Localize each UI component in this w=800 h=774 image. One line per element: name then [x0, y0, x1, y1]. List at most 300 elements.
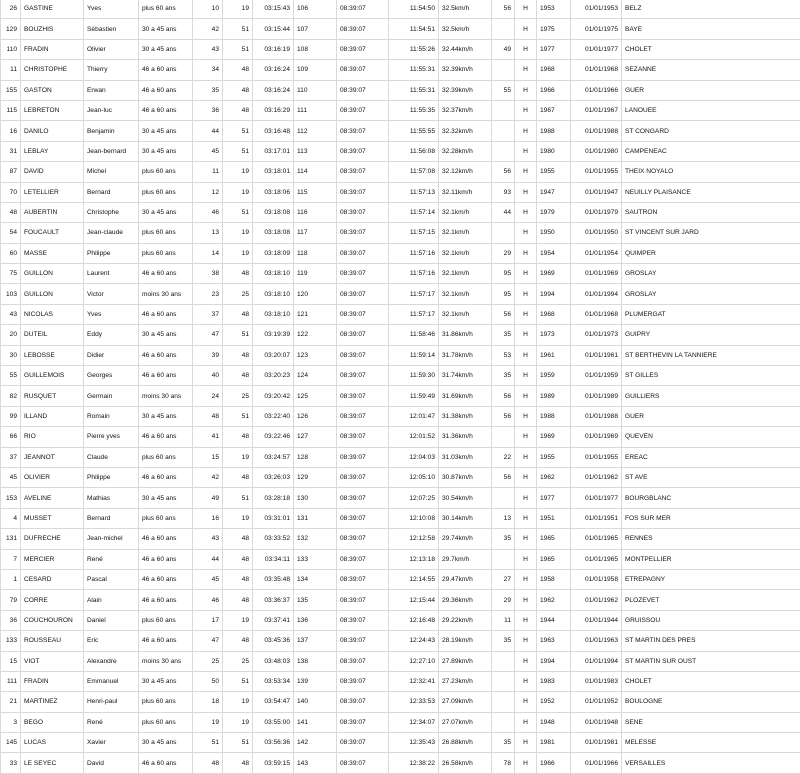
cell-c3[interactable]: 46 a 60 ans — [139, 753, 193, 773]
cell-c15[interactable]: GUER — [622, 406, 800, 426]
cell-c13[interactable]: 1981 — [537, 733, 571, 753]
cell-c14[interactable]: 01/01/1952 — [571, 692, 622, 712]
cell-c1[interactable]: NICOLAS — [21, 304, 84, 324]
cell-c2[interactable]: Henri-paul — [84, 692, 139, 712]
cell-c2[interactable]: Jean-luc — [84, 100, 139, 120]
cell-c9[interactable]: 12:07:25 — [389, 488, 439, 508]
cell-c4[interactable]: 48 — [193, 406, 223, 426]
cell-c6[interactable]: 03:16:24 — [253, 60, 294, 80]
cell-c0[interactable]: 133 — [1, 631, 21, 651]
cell-c3[interactable]: 30 a 45 ans — [139, 325, 193, 345]
cell-c3[interactable]: moins 30 ans — [139, 284, 193, 304]
cell-c13[interactable]: 1967 — [537, 100, 571, 120]
cell-c10[interactable]: 31.74km/h — [439, 366, 492, 386]
cell-c1[interactable]: MUSSET — [21, 508, 84, 528]
cell-c0[interactable]: 48 — [1, 202, 21, 222]
cell-c1[interactable]: DUTEIL — [21, 325, 84, 345]
cell-c8[interactable]: 08:39:07 — [337, 243, 389, 263]
cell-c12[interactable]: H — [515, 264, 537, 284]
cell-c14[interactable]: 01/01/1959 — [571, 366, 622, 386]
cell-c13[interactable]: 1968 — [537, 60, 571, 80]
cell-c11[interactable] — [492, 223, 515, 243]
cell-c13[interactable]: 1950 — [537, 223, 571, 243]
cell-c2[interactable]: Bernard — [84, 508, 139, 528]
cell-c15[interactable]: SAUTRON — [622, 202, 800, 222]
cell-c2[interactable]: Jean-michel — [84, 529, 139, 549]
cell-c10[interactable]: 32.5km/h — [439, 0, 492, 19]
cell-c12[interactable]: H — [515, 223, 537, 243]
cell-c13[interactable]: 1955 — [537, 162, 571, 182]
cell-c9[interactable]: 11:59:14 — [389, 345, 439, 365]
cell-c8[interactable]: 08:39:07 — [337, 19, 389, 39]
cell-c12[interactable]: H — [515, 284, 537, 304]
cell-c8[interactable]: 08:39:07 — [337, 80, 389, 100]
cell-c8[interactable]: 08:39:07 — [337, 366, 389, 386]
cell-c0[interactable]: 99 — [1, 406, 21, 426]
cell-c3[interactable]: plus 60 ans — [139, 610, 193, 630]
cell-c15[interactable]: ST MARTIN DES PRES — [622, 631, 800, 651]
cell-c9[interactable]: 11:57:15 — [389, 223, 439, 243]
cell-c7[interactable]: 140 — [294, 692, 337, 712]
cell-c7[interactable]: 134 — [294, 569, 337, 589]
cell-c11[interactable] — [492, 651, 515, 671]
cell-c9[interactable]: 12:01:47 — [389, 406, 439, 426]
cell-c6[interactable]: 03:35:48 — [253, 569, 294, 589]
cell-c5[interactable]: 19 — [223, 610, 253, 630]
cell-c10[interactable]: 32.11km/h — [439, 182, 492, 202]
cell-c2[interactable]: Thierry — [84, 60, 139, 80]
cell-c8[interactable]: 08:39:07 — [337, 386, 389, 406]
cell-c8[interactable]: 08:39:07 — [337, 631, 389, 651]
cell-c1[interactable]: ROUSSEAU — [21, 631, 84, 651]
cell-c0[interactable]: 131 — [1, 529, 21, 549]
cell-c1[interactable]: FOUCAULT — [21, 223, 84, 243]
cell-c10[interactable]: 27.23km/h — [439, 671, 492, 691]
cell-c1[interactable]: BOUZHIS — [21, 19, 84, 39]
cell-c9[interactable]: 12:12:58 — [389, 529, 439, 549]
cell-c5[interactable]: 48 — [223, 467, 253, 487]
cell-c14[interactable]: 01/01/1950 — [571, 223, 622, 243]
cell-c5[interactable]: 19 — [223, 692, 253, 712]
cell-c6[interactable]: 03:20:23 — [253, 366, 294, 386]
cell-c0[interactable]: 129 — [1, 19, 21, 39]
cell-c6[interactable]: 03:59:15 — [253, 753, 294, 773]
cell-c5[interactable]: 19 — [223, 0, 253, 19]
cell-c10[interactable]: 32.32km/h — [439, 121, 492, 141]
cell-c12[interactable]: H — [515, 488, 537, 508]
cell-c2[interactable]: René — [84, 712, 139, 732]
cell-c9[interactable]: 11:59:30 — [389, 366, 439, 386]
cell-c2[interactable]: Daniel — [84, 610, 139, 630]
cell-c3[interactable]: plus 60 ans — [139, 447, 193, 467]
cell-c0[interactable]: 82 — [1, 386, 21, 406]
cell-c10[interactable]: 29.22km/h — [439, 610, 492, 630]
cell-c6[interactable]: 03:22:46 — [253, 427, 294, 447]
cell-c6[interactable]: 03:45:36 — [253, 631, 294, 651]
cell-c5[interactable]: 19 — [223, 162, 253, 182]
cell-c9[interactable]: 12:38:22 — [389, 753, 439, 773]
cell-c8[interactable]: 08:39:07 — [337, 569, 389, 589]
cell-c7[interactable]: 113 — [294, 141, 337, 161]
cell-c2[interactable]: Pierre yves — [84, 427, 139, 447]
cell-c13[interactable]: 1947 — [537, 182, 571, 202]
cell-c5[interactable]: 51 — [223, 39, 253, 59]
cell-c2[interactable]: Bernard — [84, 182, 139, 202]
cell-c3[interactable]: 30 a 45 ans — [139, 488, 193, 508]
cell-c11[interactable]: 22 — [492, 447, 515, 467]
cell-c9[interactable]: 11:55:26 — [389, 39, 439, 59]
cell-c9[interactable]: 12:04:03 — [389, 447, 439, 467]
cell-c3[interactable]: plus 60 ans — [139, 692, 193, 712]
cell-c7[interactable]: 115 — [294, 182, 337, 202]
cell-c6[interactable]: 03:19:39 — [253, 325, 294, 345]
cell-c2[interactable]: Philippe — [84, 467, 139, 487]
cell-c13[interactable]: 1969 — [537, 264, 571, 284]
cell-c2[interactable]: Germain — [84, 386, 139, 406]
cell-c3[interactable]: 46 a 60 ans — [139, 467, 193, 487]
cell-c14[interactable]: 01/01/1975 — [571, 19, 622, 39]
cell-c9[interactable]: 12:34:07 — [389, 712, 439, 732]
cell-c9[interactable]: 11:55:55 — [389, 121, 439, 141]
cell-c4[interactable]: 42 — [193, 467, 223, 487]
cell-c12[interactable]: H — [515, 39, 537, 59]
cell-c4[interactable]: 19 — [193, 712, 223, 732]
cell-c3[interactable]: plus 60 ans — [139, 243, 193, 263]
cell-c15[interactable]: QUEVEN — [622, 427, 800, 447]
cell-c9[interactable]: 11:57:13 — [389, 182, 439, 202]
cell-c15[interactable]: ST GILLES — [622, 366, 800, 386]
cell-c11[interactable]: 95 — [492, 264, 515, 284]
cell-c4[interactable]: 14 — [193, 243, 223, 263]
cell-c2[interactable]: Jean-bernard — [84, 141, 139, 161]
cell-c9[interactable]: 12:14:55 — [389, 569, 439, 589]
cell-c12[interactable]: H — [515, 753, 537, 773]
cell-c13[interactable]: 1965 — [537, 549, 571, 569]
cell-c11[interactable]: 56 — [492, 304, 515, 324]
cell-c7[interactable]: 122 — [294, 325, 337, 345]
cell-c15[interactable]: ST CONGARD — [622, 121, 800, 141]
cell-c12[interactable]: H — [515, 590, 537, 610]
cell-c7[interactable]: 108 — [294, 39, 337, 59]
cell-c10[interactable]: 32.44km/h — [439, 39, 492, 59]
cell-c13[interactable]: 1944 — [537, 610, 571, 630]
cell-c12[interactable]: H — [515, 447, 537, 467]
cell-c5[interactable]: 48 — [223, 590, 253, 610]
cell-c2[interactable]: Yves — [84, 304, 139, 324]
cell-c13[interactable]: 1968 — [537, 304, 571, 324]
cell-c14[interactable]: 01/01/1944 — [571, 610, 622, 630]
cell-c13[interactable]: 1994 — [537, 284, 571, 304]
cell-c10[interactable]: 32.1km/h — [439, 223, 492, 243]
cell-c11[interactable] — [492, 692, 515, 712]
cell-c0[interactable]: 110 — [1, 39, 21, 59]
cell-c1[interactable]: FRADIN — [21, 671, 84, 691]
cell-c12[interactable]: H — [515, 19, 537, 39]
cell-c0[interactable]: 103 — [1, 284, 21, 304]
cell-c11[interactable]: 35 — [492, 366, 515, 386]
cell-c3[interactable]: 46 a 60 ans — [139, 304, 193, 324]
cell-c10[interactable]: 32.37km/h — [439, 100, 492, 120]
cell-c7[interactable]: 114 — [294, 162, 337, 182]
cell-c11[interactable] — [492, 19, 515, 39]
cell-c10[interactable]: 32.39km/h — [439, 60, 492, 80]
cell-c9[interactable]: 12:10:08 — [389, 508, 439, 528]
cell-c6[interactable]: 03:15:44 — [253, 19, 294, 39]
cell-c13[interactable]: 1958 — [537, 569, 571, 589]
cell-c9[interactable]: 11:57:16 — [389, 243, 439, 263]
cell-c0[interactable]: 31 — [1, 141, 21, 161]
cell-c0[interactable]: 55 — [1, 366, 21, 386]
cell-c7[interactable]: 121 — [294, 304, 337, 324]
cell-c4[interactable]: 50 — [193, 671, 223, 691]
cell-c12[interactable]: H — [515, 631, 537, 651]
cell-c3[interactable]: 30 a 45 ans — [139, 406, 193, 426]
cell-c10[interactable]: 30.54km/h — [439, 488, 492, 508]
cell-c12[interactable]: H — [515, 121, 537, 141]
cell-c8[interactable]: 08:39:07 — [337, 529, 389, 549]
cell-c12[interactable]: H — [515, 202, 537, 222]
cell-c5[interactable]: 51 — [223, 202, 253, 222]
cell-c12[interactable]: H — [515, 406, 537, 426]
cell-c1[interactable]: LEBOSSE — [21, 345, 84, 365]
cell-c0[interactable]: 153 — [1, 488, 21, 508]
cell-c13[interactable]: 1955 — [537, 447, 571, 467]
cell-c4[interactable]: 13 — [193, 223, 223, 243]
cell-c14[interactable]: 01/01/1994 — [571, 651, 622, 671]
cell-c7[interactable]: 109 — [294, 60, 337, 80]
cell-c8[interactable]: 08:39:07 — [337, 264, 389, 284]
cell-c10[interactable]: 26.88km/h — [439, 733, 492, 753]
cell-c7[interactable]: 125 — [294, 386, 337, 406]
cell-c1[interactable]: JEANNOT — [21, 447, 84, 467]
cell-c12[interactable]: H — [515, 386, 537, 406]
cell-c4[interactable]: 37 — [193, 304, 223, 324]
cell-c8[interactable]: 08:39:07 — [337, 141, 389, 161]
cell-c5[interactable]: 48 — [223, 427, 253, 447]
cell-c3[interactable]: plus 60 ans — [139, 0, 193, 19]
cell-c15[interactable]: GRUISSOU — [622, 610, 800, 630]
cell-c5[interactable]: 51 — [223, 19, 253, 39]
cell-c1[interactable]: GASTINE — [21, 0, 84, 19]
cell-c11[interactable]: 55 — [492, 80, 515, 100]
cell-c3[interactable]: 46 a 60 ans — [139, 590, 193, 610]
cell-c13[interactable]: 1951 — [537, 508, 571, 528]
cell-c11[interactable]: 29 — [492, 243, 515, 263]
cell-c4[interactable]: 39 — [193, 345, 223, 365]
cell-c3[interactable]: 30 a 45 ans — [139, 202, 193, 222]
cell-c7[interactable]: 120 — [294, 284, 337, 304]
cell-c0[interactable]: 70 — [1, 182, 21, 202]
cell-c15[interactable]: BAYE — [622, 19, 800, 39]
cell-c11[interactable]: 56 — [492, 386, 515, 406]
cell-c14[interactable]: 01/01/1966 — [571, 753, 622, 773]
cell-c5[interactable]: 48 — [223, 264, 253, 284]
cell-c4[interactable]: 36 — [193, 100, 223, 120]
cell-c15[interactable]: THEIX NOYALO — [622, 162, 800, 182]
cell-c15[interactable]: GROSLAY — [622, 264, 800, 284]
cell-c12[interactable]: H — [515, 529, 537, 549]
cell-c8[interactable]: 08:39:07 — [337, 284, 389, 304]
cell-c13[interactable]: 1966 — [537, 80, 571, 100]
cell-c2[interactable]: Sébastien — [84, 19, 139, 39]
cell-c6[interactable]: 03:28:18 — [253, 488, 294, 508]
cell-c11[interactable] — [492, 712, 515, 732]
cell-c14[interactable]: 01/01/1962 — [571, 467, 622, 487]
cell-c10[interactable]: 26.58km/h — [439, 753, 492, 773]
cell-c13[interactable]: 1963 — [537, 631, 571, 651]
cell-c6[interactable]: 03:18:08 — [253, 223, 294, 243]
cell-c15[interactable]: BELZ — [622, 0, 800, 19]
cell-c0[interactable]: 43 — [1, 304, 21, 324]
cell-c2[interactable]: Benjamin — [84, 121, 139, 141]
cell-c9[interactable]: 11:57:08 — [389, 162, 439, 182]
cell-c7[interactable]: 135 — [294, 590, 337, 610]
cell-c11[interactable] — [492, 100, 515, 120]
cell-c0[interactable]: 3 — [1, 712, 21, 732]
cell-c5[interactable]: 51 — [223, 141, 253, 161]
cell-c4[interactable]: 45 — [193, 569, 223, 589]
cell-c8[interactable]: 08:39:07 — [337, 467, 389, 487]
cell-c3[interactable]: 30 a 45 ans — [139, 671, 193, 691]
cell-c14[interactable]: 01/01/1981 — [571, 733, 622, 753]
cell-c1[interactable]: DANILO — [21, 121, 84, 141]
cell-c15[interactable]: ST AVE — [622, 467, 800, 487]
cell-c0[interactable]: 37 — [1, 447, 21, 467]
cell-c13[interactable]: 1954 — [537, 243, 571, 263]
cell-c7[interactable]: 106 — [294, 0, 337, 19]
cell-c4[interactable]: 18 — [193, 692, 223, 712]
cell-c11[interactable]: 35 — [492, 325, 515, 345]
cell-c13[interactable]: 1969 — [537, 427, 571, 447]
cell-c4[interactable]: 51 — [193, 733, 223, 753]
cell-c4[interactable]: 35 — [193, 80, 223, 100]
cell-c13[interactable]: 1952 — [537, 692, 571, 712]
cell-c14[interactable]: 01/01/1980 — [571, 141, 622, 161]
cell-c6[interactable]: 03:34:11 — [253, 549, 294, 569]
cell-c11[interactable]: 56 — [492, 467, 515, 487]
cell-c7[interactable]: 128 — [294, 447, 337, 467]
cell-c14[interactable]: 01/01/1963 — [571, 631, 622, 651]
cell-c4[interactable]: 11 — [193, 162, 223, 182]
cell-c6[interactable]: 03:18:10 — [253, 264, 294, 284]
cell-c12[interactable]: H — [515, 141, 537, 161]
cell-c7[interactable]: 112 — [294, 121, 337, 141]
cell-c15[interactable]: CHOLET — [622, 39, 800, 59]
cell-c12[interactable]: H — [515, 427, 537, 447]
cell-c2[interactable]: Alexandre — [84, 651, 139, 671]
cell-c12[interactable]: H — [515, 182, 537, 202]
cell-c11[interactable]: 27 — [492, 569, 515, 589]
cell-c2[interactable]: Xavier — [84, 733, 139, 753]
cell-c4[interactable]: 42 — [193, 19, 223, 39]
cell-c9[interactable]: 12:33:53 — [389, 692, 439, 712]
cell-c10[interactable]: 29.74km/h — [439, 529, 492, 549]
cell-c4[interactable]: 44 — [193, 549, 223, 569]
cell-c2[interactable]: Christophe — [84, 202, 139, 222]
cell-c3[interactable]: 46 a 60 ans — [139, 549, 193, 569]
cell-c12[interactable]: H — [515, 100, 537, 120]
cell-c0[interactable]: 87 — [1, 162, 21, 182]
cell-c8[interactable]: 08:39:07 — [337, 671, 389, 691]
cell-c15[interactable]: GROSLAY — [622, 284, 800, 304]
cell-c11[interactable]: 35 — [492, 529, 515, 549]
cell-c5[interactable]: 51 — [223, 733, 253, 753]
cell-c1[interactable]: LETELLIER — [21, 182, 84, 202]
cell-c4[interactable]: 44 — [193, 121, 223, 141]
cell-c12[interactable]: H — [515, 345, 537, 365]
cell-c6[interactable]: 03:18:10 — [253, 284, 294, 304]
cell-c3[interactable]: plus 60 ans — [139, 162, 193, 182]
cell-c5[interactable]: 19 — [223, 508, 253, 528]
cell-c12[interactable]: H — [515, 80, 537, 100]
cell-c11[interactable] — [492, 60, 515, 80]
cell-c7[interactable]: 117 — [294, 223, 337, 243]
cell-c14[interactable]: 01/01/1977 — [571, 488, 622, 508]
cell-c11[interactable]: 49 — [492, 39, 515, 59]
cell-c2[interactable]: Eddy — [84, 325, 139, 345]
cell-c3[interactable]: 30 a 45 ans — [139, 19, 193, 39]
cell-c1[interactable]: FRADIN — [21, 39, 84, 59]
cell-c9[interactable]: 11:57:16 — [389, 264, 439, 284]
cell-c5[interactable]: 19 — [223, 447, 253, 467]
cell-c14[interactable]: 01/01/1968 — [571, 60, 622, 80]
cell-c10[interactable]: 32.1km/h — [439, 304, 492, 324]
cell-c0[interactable]: 26 — [1, 0, 21, 19]
cell-c2[interactable]: Pascal — [84, 569, 139, 589]
cell-c6[interactable]: 03:33:52 — [253, 529, 294, 549]
cell-c14[interactable]: 01/01/1966 — [571, 80, 622, 100]
cell-c3[interactable]: 46 a 60 ans — [139, 529, 193, 549]
cell-c15[interactable]: SEZANNE — [622, 60, 800, 80]
cell-c13[interactable]: 1962 — [537, 467, 571, 487]
cell-c7[interactable]: 136 — [294, 610, 337, 630]
cell-c14[interactable]: 01/01/1988 — [571, 406, 622, 426]
cell-c8[interactable]: 08:39:07 — [337, 733, 389, 753]
cell-c6[interactable]: 03:18:01 — [253, 162, 294, 182]
cell-c0[interactable]: 21 — [1, 692, 21, 712]
cell-c15[interactable]: PLUMERGAT — [622, 304, 800, 324]
cell-c8[interactable]: 08:39:07 — [337, 651, 389, 671]
cell-c0[interactable]: 66 — [1, 427, 21, 447]
cell-c14[interactable]: 01/01/1947 — [571, 182, 622, 202]
cell-c15[interactable]: PLOZEVET — [622, 590, 800, 610]
cell-c10[interactable]: 31.03km/h — [439, 447, 492, 467]
cell-c9[interactable]: 11:54:51 — [389, 19, 439, 39]
cell-c13[interactable]: 1961 — [537, 345, 571, 365]
cell-c2[interactable]: Philippe — [84, 243, 139, 263]
cell-c14[interactable]: 01/01/1973 — [571, 325, 622, 345]
cell-c1[interactable]: ILLAND — [21, 406, 84, 426]
cell-c7[interactable]: 119 — [294, 264, 337, 284]
cell-c12[interactable]: H — [515, 610, 537, 630]
cell-c2[interactable]: Erwan — [84, 80, 139, 100]
cell-c1[interactable]: COUCHOURON — [21, 610, 84, 630]
cell-c1[interactable]: CORRE — [21, 590, 84, 610]
cell-c0[interactable]: 45 — [1, 467, 21, 487]
cell-c15[interactable]: VERSAILLES — [622, 753, 800, 773]
cell-c4[interactable]: 38 — [193, 264, 223, 284]
cell-c10[interactable]: 32.1km/h — [439, 284, 492, 304]
cell-c12[interactable]: H — [515, 508, 537, 528]
cell-c8[interactable]: 08:39:07 — [337, 39, 389, 59]
cell-c6[interactable]: 03:16:19 — [253, 39, 294, 59]
cell-c3[interactable]: 30 a 45 ans — [139, 39, 193, 59]
cell-c13[interactable]: 1989 — [537, 386, 571, 406]
cell-c7[interactable]: 126 — [294, 406, 337, 426]
cell-c10[interactable]: 31.86km/h — [439, 325, 492, 345]
cell-c15[interactable]: LANOUEE — [622, 100, 800, 120]
cell-c13[interactable]: 1979 — [537, 202, 571, 222]
